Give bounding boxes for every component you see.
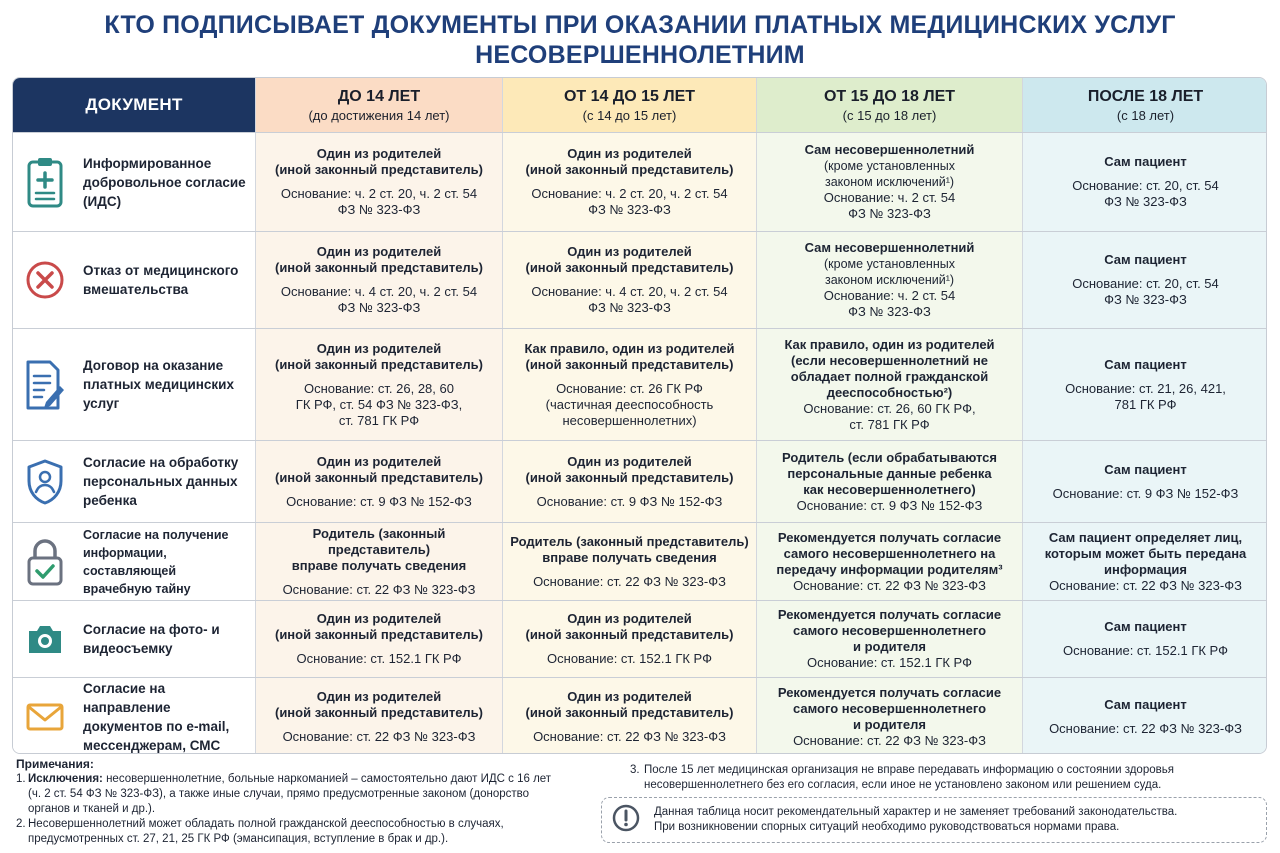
cell-basis: Основание: ст. 26 ГК РФ — [556, 380, 703, 396]
page-title — [0, 10, 1280, 70]
row-cell-under-14 — [255, 523, 502, 600]
cell-signer-note: (иной законный представитель) — [274, 627, 483, 642]
cell-signer: Один из родителей — [316, 340, 442, 356]
disclaimer-box — [601, 797, 1267, 843]
header-document-label: ДОКУМЕНТ — [85, 95, 183, 114]
cell-basis: Основание: ч. 4 ст. 20, ч. 2 ст. 54 — [531, 284, 728, 299]
shield-user-icon — [23, 454, 67, 510]
header-col-title: ДО 14 ЛЕТ — [337, 87, 421, 105]
table-row — [13, 231, 1267, 328]
row-cell-15-18 — [756, 523, 1022, 600]
cell-signer-note: самого несовершеннолетнего — [792, 623, 987, 638]
row-cell-over-18 — [1022, 601, 1267, 677]
row-cell-14-15 — [502, 441, 756, 522]
footnote-label: Исключения: — [28, 773, 103, 785]
table-row — [13, 132, 1267, 231]
disclaimer-text: Данная таблица носит рекомендательный характер и не заменяет требований законодательства. — [654, 806, 1178, 818]
row-cell-15-18 — [756, 133, 1022, 231]
row-cell-over-18 — [1022, 523, 1267, 600]
cell-basis: Основание: ч. 2 ст. 20, ч. 2 ст. 54 — [280, 186, 478, 201]
table-row — [13, 522, 1267, 600]
table-row — [13, 328, 1267, 440]
cell-basis: ФЗ № 323-ФЗ — [588, 202, 671, 217]
cell-basis: Основание: ст. 22 ФЗ № 323-ФЗ — [282, 581, 476, 597]
cell-basis: (частичная дееспособность — [545, 396, 714, 412]
cell-signer: Сам пациент — [1104, 356, 1187, 372]
header-col-title: ОТ 14 ДО 15 ЛЕТ — [563, 87, 696, 105]
cell-signer-note: (иной законный представитель) — [274, 356, 483, 372]
cell-signer: Один из родителей — [316, 453, 442, 469]
cell-signer-note: и родителя — [853, 716, 926, 732]
cell-signer-note: (иной законный представитель) — [274, 469, 483, 485]
cell-basis: Основание: ст. 20, ст. 54 — [1072, 276, 1219, 291]
footnote-2 — [16, 817, 606, 847]
row-document-name: Договор на оказание платных медицинских услуг — [83, 358, 234, 411]
row-cell-under-14 — [255, 133, 502, 231]
cell-signer: Родитель (законный представитель) — [312, 525, 446, 557]
footnote-text: (ч. 2 ст. 54 ФЗ № 323-ФЗ), а также иные случаи, прямо предусмотренные законом (донорство — [28, 788, 530, 800]
cell-signer-note: вправе получать сведения — [542, 549, 717, 565]
cell-signer-note: законом исключений¹) — [824, 273, 955, 287]
cell-signer: Один из родителей — [567, 453, 692, 469]
title-line-2: НЕСОВЕРШЕННОЛЕТНИМ — [475, 41, 805, 69]
cell-signer: Сам несовершеннолетний — [804, 240, 975, 255]
table-row — [13, 440, 1267, 522]
clipboard-plus-icon — [23, 154, 67, 210]
cell-signer: Один из родителей — [316, 244, 442, 259]
cell-basis: Основание: ст. 152.1 ГК РФ — [1063, 643, 1228, 658]
cell-signer: Один из родителей — [567, 244, 692, 259]
cell-signer: Сам пациент — [1104, 252, 1187, 267]
row-cell-over-18 — [1022, 441, 1267, 522]
footnote-1 — [16, 772, 606, 817]
cell-signer-note: самого несовершеннолетнего на — [783, 545, 996, 561]
header-col-title: ОТ 15 ДО 18 ЛЕТ — [823, 87, 956, 105]
footnote-3 — [630, 763, 1260, 793]
header-col-15-18 — [756, 78, 1022, 132]
footnote-number: 3. — [630, 764, 640, 776]
footnote-text: Несовершеннолетний может обладать полной гражданской дееспособностью в случаях, — [28, 818, 504, 830]
row-cell-15-18 — [756, 601, 1022, 677]
cell-signer: Как правило, один из родителей — [784, 336, 995, 352]
cell-signer-note: (иной законный представитель) — [525, 469, 734, 485]
header-col-subtitle: (с 18 лет) — [1116, 107, 1175, 123]
cell-signer-note: (иной законный представитель) — [525, 627, 734, 642]
cell-basis: несовершеннолетних) — [562, 412, 697, 428]
footnote-number: 2. — [16, 818, 26, 830]
cell-basis: ФЗ № 323-ФЗ — [848, 304, 931, 319]
cell-basis: ГК РФ, ст. 54 ФЗ № 323-ФЗ, — [295, 396, 463, 412]
cell-signer-note: информация — [1103, 561, 1187, 577]
row-document-name: Согласие на фото- и видеосъемку — [83, 622, 220, 656]
cell-signer: Один из родителей — [316, 688, 442, 704]
row-document-cell — [13, 678, 255, 754]
cell-basis: Основание: ст. 20, ст. 54 — [1072, 178, 1219, 193]
row-cell-under-14 — [255, 232, 502, 328]
header-col-14-15 — [502, 78, 756, 132]
cell-basis: Основание: ст. 22 ФЗ № 323-ФЗ — [533, 728, 726, 744]
title-line-1: КТО ПОДПИСЫВАЕТ ДОКУМЕНТЫ ПРИ ОКАЗАНИИ ПЛАТНЫХ МЕДИЦИНСКИХ УСЛУГ — [104, 11, 1176, 39]
cell-signer-note: которым может быть передана — [1044, 545, 1247, 561]
cell-signer: Рекомендуется получать согласие — [777, 607, 1002, 622]
cell-signer-note: обладает полной гражданской — [790, 368, 989, 384]
cell-basis: Основание: ст. 22 ФЗ № 323-ФЗ — [793, 732, 986, 748]
cell-signer: Сам пациент — [1104, 154, 1187, 169]
cell-signer: Сам пациент — [1104, 619, 1187, 634]
cell-basis: Основание: ст. 21, 26, 421, — [1065, 380, 1226, 396]
cell-signer-note: самого несовершеннолетнего — [792, 700, 987, 716]
cell-basis: Основание: ст. 9 ФЗ № 152-ФЗ — [536, 493, 723, 509]
row-cell-over-18 — [1022, 678, 1267, 754]
cell-signer: Сам пациент определяет лиц, — [1048, 529, 1243, 545]
cell-basis: ФЗ № 323-ФЗ — [848, 206, 931, 221]
footnote-number: 1. — [16, 773, 26, 785]
row-document-name: Отказ от медицинского вмешательства — [83, 263, 239, 297]
row-cell-14-15 — [502, 678, 756, 754]
cell-basis: Основание: ст. 22 ФЗ № 323-ФЗ — [533, 573, 726, 589]
footnote-text: предусмотренных ст. 27, 21, 25 ГК РФ (эмансипация, вступление в брак и др.). — [28, 833, 449, 845]
disclaimer-text: При возникновении спорных ситуаций необходимо руководствоваться нормами права. — [654, 821, 1120, 833]
cell-signer-note: (если несовершеннолетний не — [791, 352, 988, 368]
row-cell-over-18 — [1022, 133, 1267, 231]
cell-signer-note: и родителя — [853, 639, 926, 654]
row-cell-under-14 — [255, 678, 502, 754]
cell-signer: Сам пациент — [1104, 696, 1187, 712]
header-col-title: ПОСЛЕ 18 ЛЕТ — [1087, 87, 1204, 105]
row-cell-over-18 — [1022, 232, 1267, 328]
row-cell-15-18 — [756, 678, 1022, 754]
table-row — [13, 600, 1267, 677]
cell-signer: Один из родителей — [567, 146, 692, 161]
camera-icon — [23, 611, 67, 667]
x-circle-icon — [23, 252, 67, 308]
row-document-name: Согласие на получение информации, составляющей врачебную тайну — [83, 527, 229, 596]
cell-signer-note: персональные данные ребенка — [787, 465, 992, 481]
cell-basis: Основание: ст. 9 ФЗ № 152-ФЗ — [286, 493, 472, 509]
cell-basis: Основание: ст. 9 ФЗ № 152-ФЗ — [796, 497, 983, 513]
row-cell-14-15 — [502, 523, 756, 600]
table-header — [13, 78, 1267, 132]
header-document — [13, 78, 255, 132]
cell-basis: Основание: ст. 9 ФЗ № 152-ФЗ — [1052, 485, 1239, 501]
cell-signer: Как правило, один из родителей — [524, 340, 735, 356]
cell-basis: Основание: ч. 2 ст. 54 — [823, 288, 956, 303]
cell-signer-note: (иной законный представитель) — [274, 704, 483, 720]
cell-signer-note: передачу информации родителям³ — [776, 561, 1003, 577]
cell-basis: Основание: ст. 26, 28, 60 — [304, 380, 454, 396]
row-cell-under-14 — [255, 601, 502, 677]
row-cell-15-18 — [756, 232, 1022, 328]
row-document-cell — [13, 329, 255, 440]
row-document-cell — [13, 523, 255, 600]
row-document-cell — [13, 441, 255, 522]
cell-basis: Основание: ч. 2 ст. 20, ч. 2 ст. 54 — [531, 186, 728, 201]
row-document-cell — [13, 232, 255, 328]
footnotes — [16, 757, 606, 847]
cell-signer-note: как несовершеннолетнего) — [803, 481, 976, 497]
cell-signer-note: (иной законный представитель) — [525, 704, 734, 720]
cell-signer-note: (иной законный представитель) — [274, 162, 483, 177]
envelope-icon — [23, 689, 67, 745]
cell-basis: ст. 781 ГК РФ — [849, 416, 930, 432]
cell-basis: ст. 781 ГК РФ — [338, 412, 420, 428]
header-col-subtitle: (с 15 до 18 лет) — [842, 107, 937, 123]
cell-signer: Один из родителей — [316, 146, 442, 161]
cell-signer-note: (иной законный представитель) — [525, 260, 734, 275]
footnote-text: После 15 лет медицинская организация не вправе передавать информацию о состоянии здоровья — [644, 764, 1174, 776]
row-cell-14-15 — [502, 232, 756, 328]
footnote-text: органов и тканей и др.). — [28, 803, 156, 815]
cell-signer: Рекомендуется получать согласие — [777, 529, 1002, 545]
cell-signer: Родитель (если обрабатываются — [781, 449, 997, 465]
footnotes-title: Примечания: — [16, 757, 94, 771]
cell-signer: Один из родителей — [567, 688, 692, 704]
table-row — [13, 677, 1267, 754]
cell-signer: Рекомендуется получать согласие — [777, 684, 1002, 700]
row-cell-14-15 — [502, 329, 756, 440]
cell-basis: Основание: ст. 22 ФЗ № 323-ФЗ — [282, 728, 476, 744]
row-cell-15-18 — [756, 329, 1022, 440]
cell-basis: 781 ГК РФ — [1114, 396, 1177, 412]
header-col-over-18 — [1022, 78, 1267, 132]
row-cell-14-15 — [502, 133, 756, 231]
cell-signer-note: (кроме установленных — [824, 159, 955, 173]
warning-icon — [612, 804, 640, 837]
cell-basis: ФЗ № 323-ФЗ — [1104, 292, 1187, 307]
row-cell-under-14 — [255, 441, 502, 522]
header-col-subtitle: (до достижения 14 лет) — [308, 107, 450, 123]
row-cell-over-18 — [1022, 329, 1267, 440]
cell-signer-note: (иной законный представитель) — [525, 162, 734, 177]
cell-basis: Основание: ст. 22 ФЗ № 323-ФЗ — [1049, 577, 1242, 593]
row-cell-14-15 — [502, 601, 756, 677]
row-document-cell — [13, 601, 255, 677]
cell-signer: Сам пациент — [1104, 461, 1187, 477]
cell-signer-note: вправе получать сведения — [291, 557, 467, 573]
cell-signer-note: законом исключений¹) — [824, 175, 955, 189]
cell-basis: ФЗ № 323-ФЗ — [337, 300, 421, 315]
cell-basis: Основание: ч. 4 ст. 20, ч. 2 ст. 54 — [280, 284, 478, 299]
row-document-name: Согласие на обработку персональных данных ребенка — [83, 455, 239, 508]
cell-basis: Основание: ст. 22 ФЗ № 323-ФЗ — [1049, 720, 1242, 736]
row-document-name: Согласие на направление документов по e-mail, мессенджерам, СМС — [83, 680, 230, 753]
cell-basis: Основание: ст. 152.1 ГК РФ — [296, 651, 462, 666]
cell-signer-note: (иной законный представитель) — [274, 260, 483, 275]
cell-signer: Один из родителей — [567, 611, 692, 626]
cell-basis: Основание: ст. 22 ФЗ № 323-ФЗ — [793, 577, 986, 593]
row-cell-under-14 — [255, 329, 502, 440]
cell-signer-note: (кроме установленных — [824, 257, 955, 271]
header-col-subtitle: (с 14 до 15 лет) — [582, 107, 677, 123]
cell-basis: ФЗ № 323-ФЗ — [1104, 194, 1187, 209]
cell-basis: ФЗ № 323-ФЗ — [337, 202, 421, 217]
cell-signer-note: дееспособностью²) — [826, 384, 953, 400]
cell-signer: Один из родителей — [316, 611, 442, 626]
cell-signer: Родитель (законный представитель) — [510, 533, 749, 549]
cell-basis: Основание: ст. 26, 60 ГК РФ, — [803, 400, 976, 416]
row-document-name: Информированное добровольное согласие (ИДС) — [83, 155, 246, 209]
cell-signer-note: (иной законный представитель) — [525, 356, 734, 372]
lock-check-icon — [23, 534, 67, 590]
footnote-text: несовершеннолетнего без его согласия, если иное не установлено законом или решением суда. — [644, 779, 1162, 791]
row-cell-15-18 — [756, 441, 1022, 522]
row-document-cell — [13, 133, 255, 231]
cell-basis: ФЗ № 323-ФЗ — [588, 300, 671, 315]
cell-basis: Основание: ч. 2 ст. 54 — [823, 190, 956, 205]
cell-basis: Основание: ст. 152.1 ГК РФ — [807, 655, 972, 670]
header-col-under-14 — [255, 78, 502, 132]
footnote-text: несовершеннолетние, больные наркоманией – самостоятельно дают ИДС с 16 лет — [102, 773, 552, 785]
contract-pen-icon — [23, 357, 67, 413]
signatories-table — [12, 77, 1267, 754]
cell-basis: Основание: ст. 152.1 ГК РФ — [547, 651, 712, 666]
cell-signer: Сам несовершеннолетний — [804, 142, 975, 157]
